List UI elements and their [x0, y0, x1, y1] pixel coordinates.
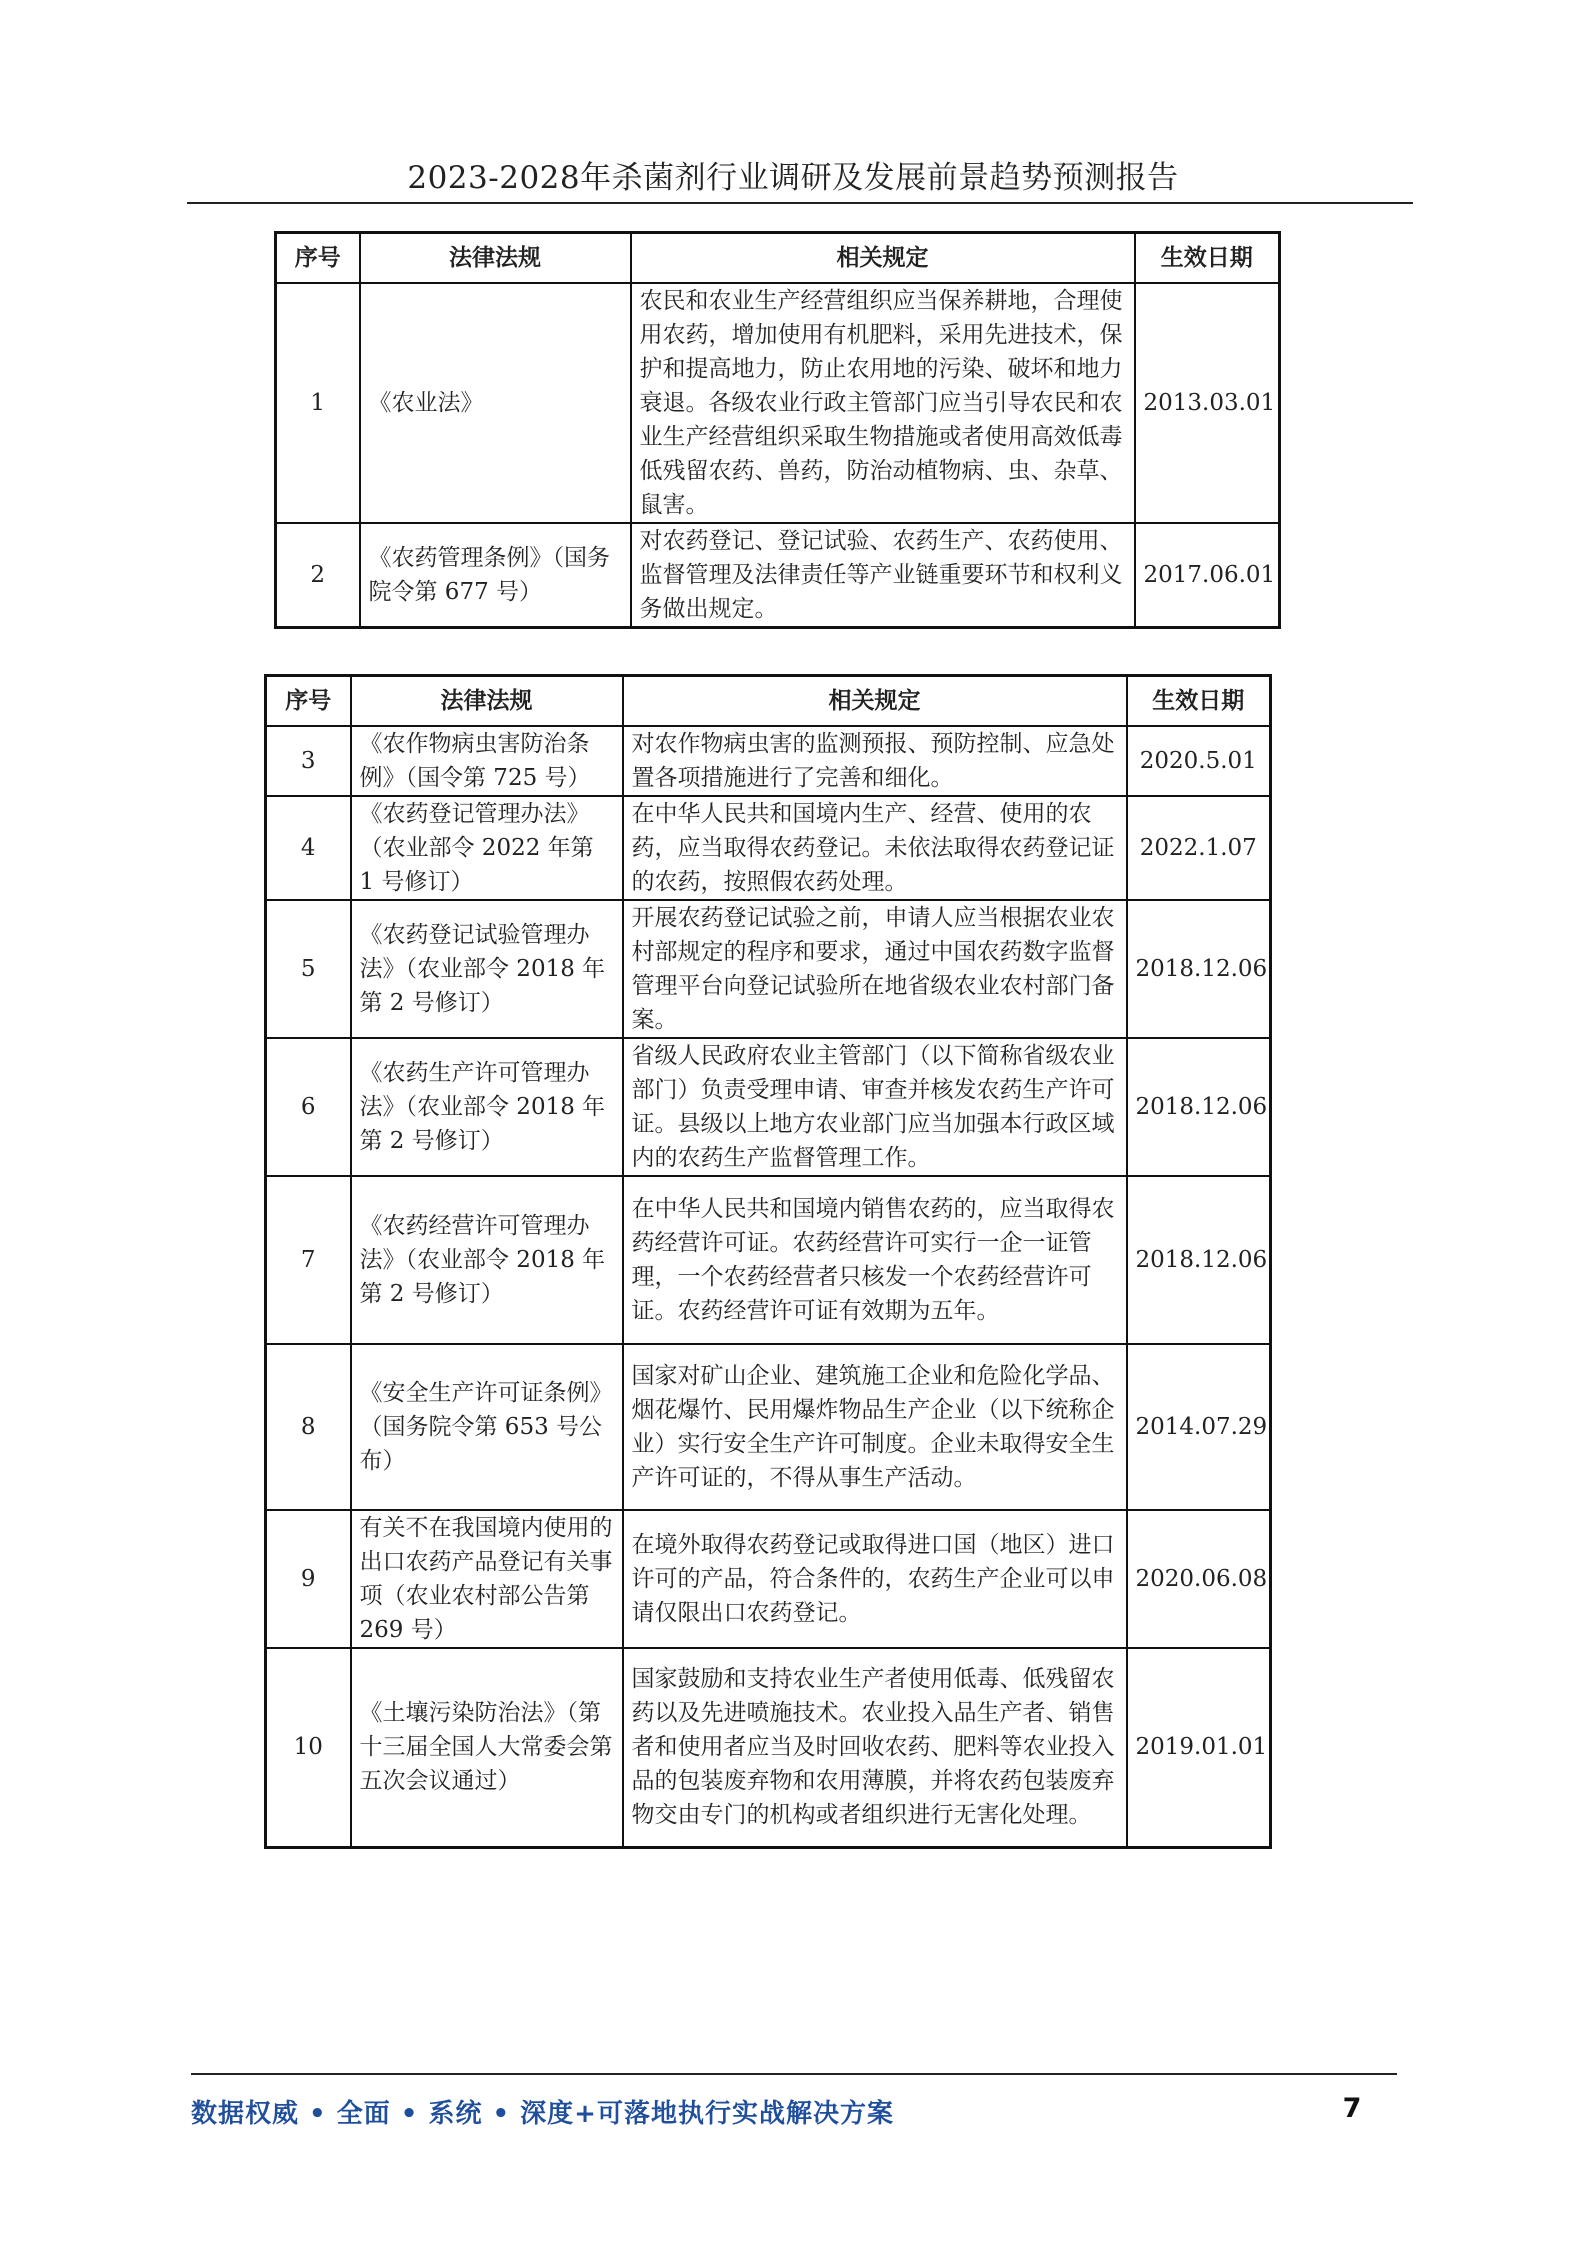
table-row — [276, 283, 1280, 523]
table-header-row — [266, 676, 1271, 726]
header-divider — [187, 202, 1413, 204]
law-name: 有关不在我国境内使用的出口农药产品登记有关事项（农业农村部公告第 269 号） — [351, 1510, 623, 1648]
row-number: 5 — [266, 900, 351, 1038]
table-row — [266, 796, 1271, 900]
table-header-row — [276, 233, 1280, 283]
law-name: 《农药管理条例》（国务院令第 677 号） — [360, 523, 631, 628]
row-number: 3 — [266, 726, 351, 796]
table-row — [266, 1648, 1271, 1848]
col-header-date: 生效日期 — [1127, 676, 1271, 726]
effective-date: 2018.12.06 — [1127, 1038, 1271, 1176]
law-provision: 农民和农业生产经营组织应当保养耕地，合理使用农药，增加使用有机肥料，采用先进技术，保护和提高地力，防止农用地的污染、破坏和地力衰退。各级农业行政主管部门应当引导农民和农业生产经营组织采取生物措施或者使用高效低毒低残留农药、兽药，防治动植物病、虫、杂草、鼠害。 — [631, 283, 1135, 523]
row-number: 7 — [266, 1176, 351, 1344]
effective-date: 2014.07.29 — [1127, 1344, 1271, 1510]
law-provision: 在中华人民共和国境内销售农药的，应当取得农药经营许可证。农药经营许可实行一企一证管理，一个农药经营者只核发一个农药经营许可证。农药经营许可证有效期为五年。 — [623, 1176, 1127, 1344]
law-name: 《农业法》 — [360, 283, 631, 523]
col-header-no: 序号 — [266, 676, 351, 726]
col-header-law: 法律法规 — [360, 233, 631, 283]
regulations-table-2 — [264, 674, 1272, 1849]
table-row — [266, 726, 1271, 796]
law-provision: 对农药登记、登记试验、农药生产、农药使用、监督管理及法律责任等产业链重要环节和权利义务做出规定。 — [631, 523, 1135, 628]
table-row — [266, 1510, 1271, 1648]
law-provision: 对农作物病虫害的监测预报、预防控制、应急处置各项措施进行了完善和细化。 — [623, 726, 1127, 796]
law-provision: 国家鼓励和支持农业生产者使用低毒、低残留农药以及先进喷施技术。农业投入品生产者、销售者和使用者应当及时回收农药、肥料等农业投入品的包装废弃物和农用薄膜，并将农药包装废弃物交由专门的机构或者组织进行无害化处理。 — [623, 1648, 1127, 1848]
regulations-table-1 — [274, 231, 1281, 629]
law-provision: 省级人民政府农业主管部门（以下简称省级农业部门）负责受理申请、审查并核发农药生产许可证。县级以上地方农业部门应当加强本行政区域内的农药生产监督管理工作。 — [623, 1038, 1127, 1176]
law-provision: 在境外取得农药登记或取得进口国（地区）进口许可的产品，符合条件的，农药生产企业可以申请仅限出口农药登记。 — [623, 1510, 1127, 1648]
law-provision: 在中华人民共和国境内生产、经营、使用的农药，应当取得农药登记。未依法取得农药登记证的农药，按照假农药处理。 — [623, 796, 1127, 900]
law-name: 《安全生产许可证条例》（国务院令第 653 号公布） — [351, 1344, 623, 1510]
row-number: 1 — [276, 283, 360, 523]
table-row — [276, 523, 1280, 628]
table-row — [266, 1176, 1271, 1344]
law-provision: 国家对矿山企业、建筑施工企业和危险化学品、烟花爆竹、民用爆炸物品生产企业（以下统称企业）实行安全生产许可制度。企业未取得安全生产许可证的，不得从事生产活动。 — [623, 1344, 1127, 1510]
effective-date: 2020.06.08 — [1127, 1510, 1271, 1648]
col-header-no: 序号 — [276, 233, 360, 283]
row-number: 4 — [266, 796, 351, 900]
law-provision: 开展农药登记试验之前，申请人应当根据农业农村部规定的程序和要求，通过中国农药数字监督管理平台向登记试验所在地省级农业农村部门备案。 — [623, 900, 1127, 1038]
row-number: 10 — [266, 1648, 351, 1848]
table-row — [266, 1038, 1271, 1176]
page-number: 7 — [1342, 2093, 1362, 2124]
effective-date: 2017.06.01 — [1135, 523, 1280, 628]
law-name: 《农药生产许可管理办法》（农业部令 2018 年第 2 号修订） — [351, 1038, 623, 1176]
effective-date: 2020.5.01 — [1127, 726, 1271, 796]
row-number: 2 — [276, 523, 360, 628]
col-header-rule: 相关规定 — [631, 233, 1135, 283]
law-name: 《土壤污染防治法》（第十三届全国人大常委会第五次会议通过） — [351, 1648, 623, 1848]
report-title: 2023-2028年杀菌剂行业调研及发展前景趋势预测报告 — [407, 160, 1179, 196]
row-number: 6 — [266, 1038, 351, 1176]
effective-date: 2013.03.01 — [1135, 283, 1280, 523]
effective-date: 2018.12.06 — [1127, 900, 1271, 1038]
effective-date: 2022.1.07 — [1127, 796, 1271, 900]
table-row — [266, 900, 1271, 1038]
col-header-date: 生效日期 — [1135, 233, 1280, 283]
row-number: 9 — [266, 1510, 351, 1648]
col-header-law: 法律法规 — [351, 676, 623, 726]
law-name: 《农药登记试验管理办法》（农业部令 2018 年第 2 号修订） — [351, 900, 623, 1038]
row-number: 8 — [266, 1344, 351, 1510]
law-name: 《农药经营许可管理办法》（农业部令 2018 年第 2 号修订） — [351, 1176, 623, 1344]
footer-slogan: 数据权威 • 全面 • 系统 • 深度+可落地执行实战解决方案 — [191, 2099, 894, 2129]
table-row — [266, 1344, 1271, 1510]
effective-date: 2018.12.06 — [1127, 1176, 1271, 1344]
footer-divider — [191, 2073, 1397, 2075]
law-name: 《农药登记管理办法》（农业部令 2022 年第 1 号修订） — [351, 796, 623, 900]
law-name: 《农作物病虫害防治条例》（国令第 725 号） — [351, 726, 623, 796]
col-header-rule: 相关规定 — [623, 676, 1127, 726]
effective-date: 2019.01.01 — [1127, 1648, 1271, 1848]
